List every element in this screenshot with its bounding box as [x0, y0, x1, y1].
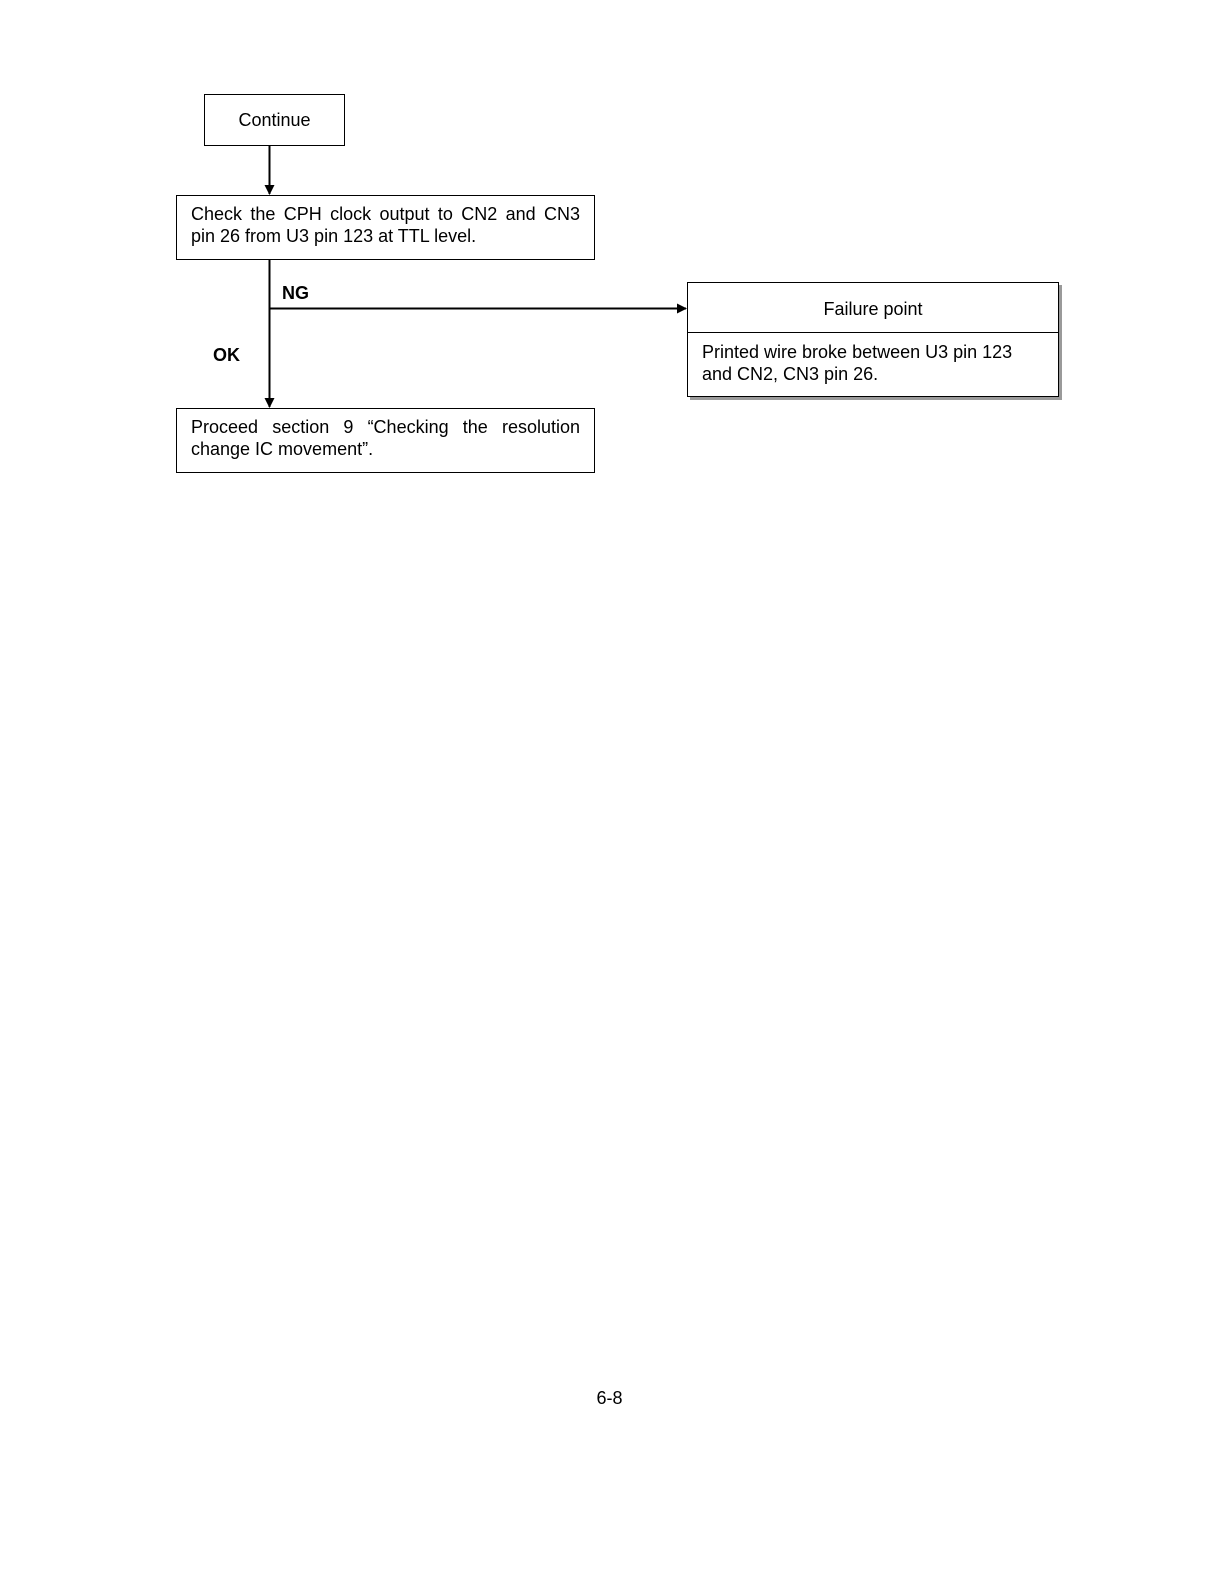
failure-point-title: Failure point [688, 283, 1058, 333]
proceed-step-text: Proceed section 9 “Checking the resolution change IC movement”. [191, 417, 580, 459]
continue-label: Continue [238, 110, 311, 130]
failure-point-detail: Printed wire broke between U3 pin 123 and CN2, CN3 pin 26. [702, 342, 1013, 384]
proceed-step-box [176, 408, 595, 473]
check-step-text: Check the CPH clock output to CN2 and CN3 pin 26 from U3 pin 123 at TTL level. [191, 204, 580, 246]
ng-branch-label: NG [282, 283, 309, 303]
check-step-box [176, 195, 595, 260]
failure-point-box [687, 282, 1059, 397]
ok-branch-label: OK [213, 345, 240, 365]
page-number: 6-8 [596, 1388, 623, 1408]
continue-box [204, 94, 345, 146]
